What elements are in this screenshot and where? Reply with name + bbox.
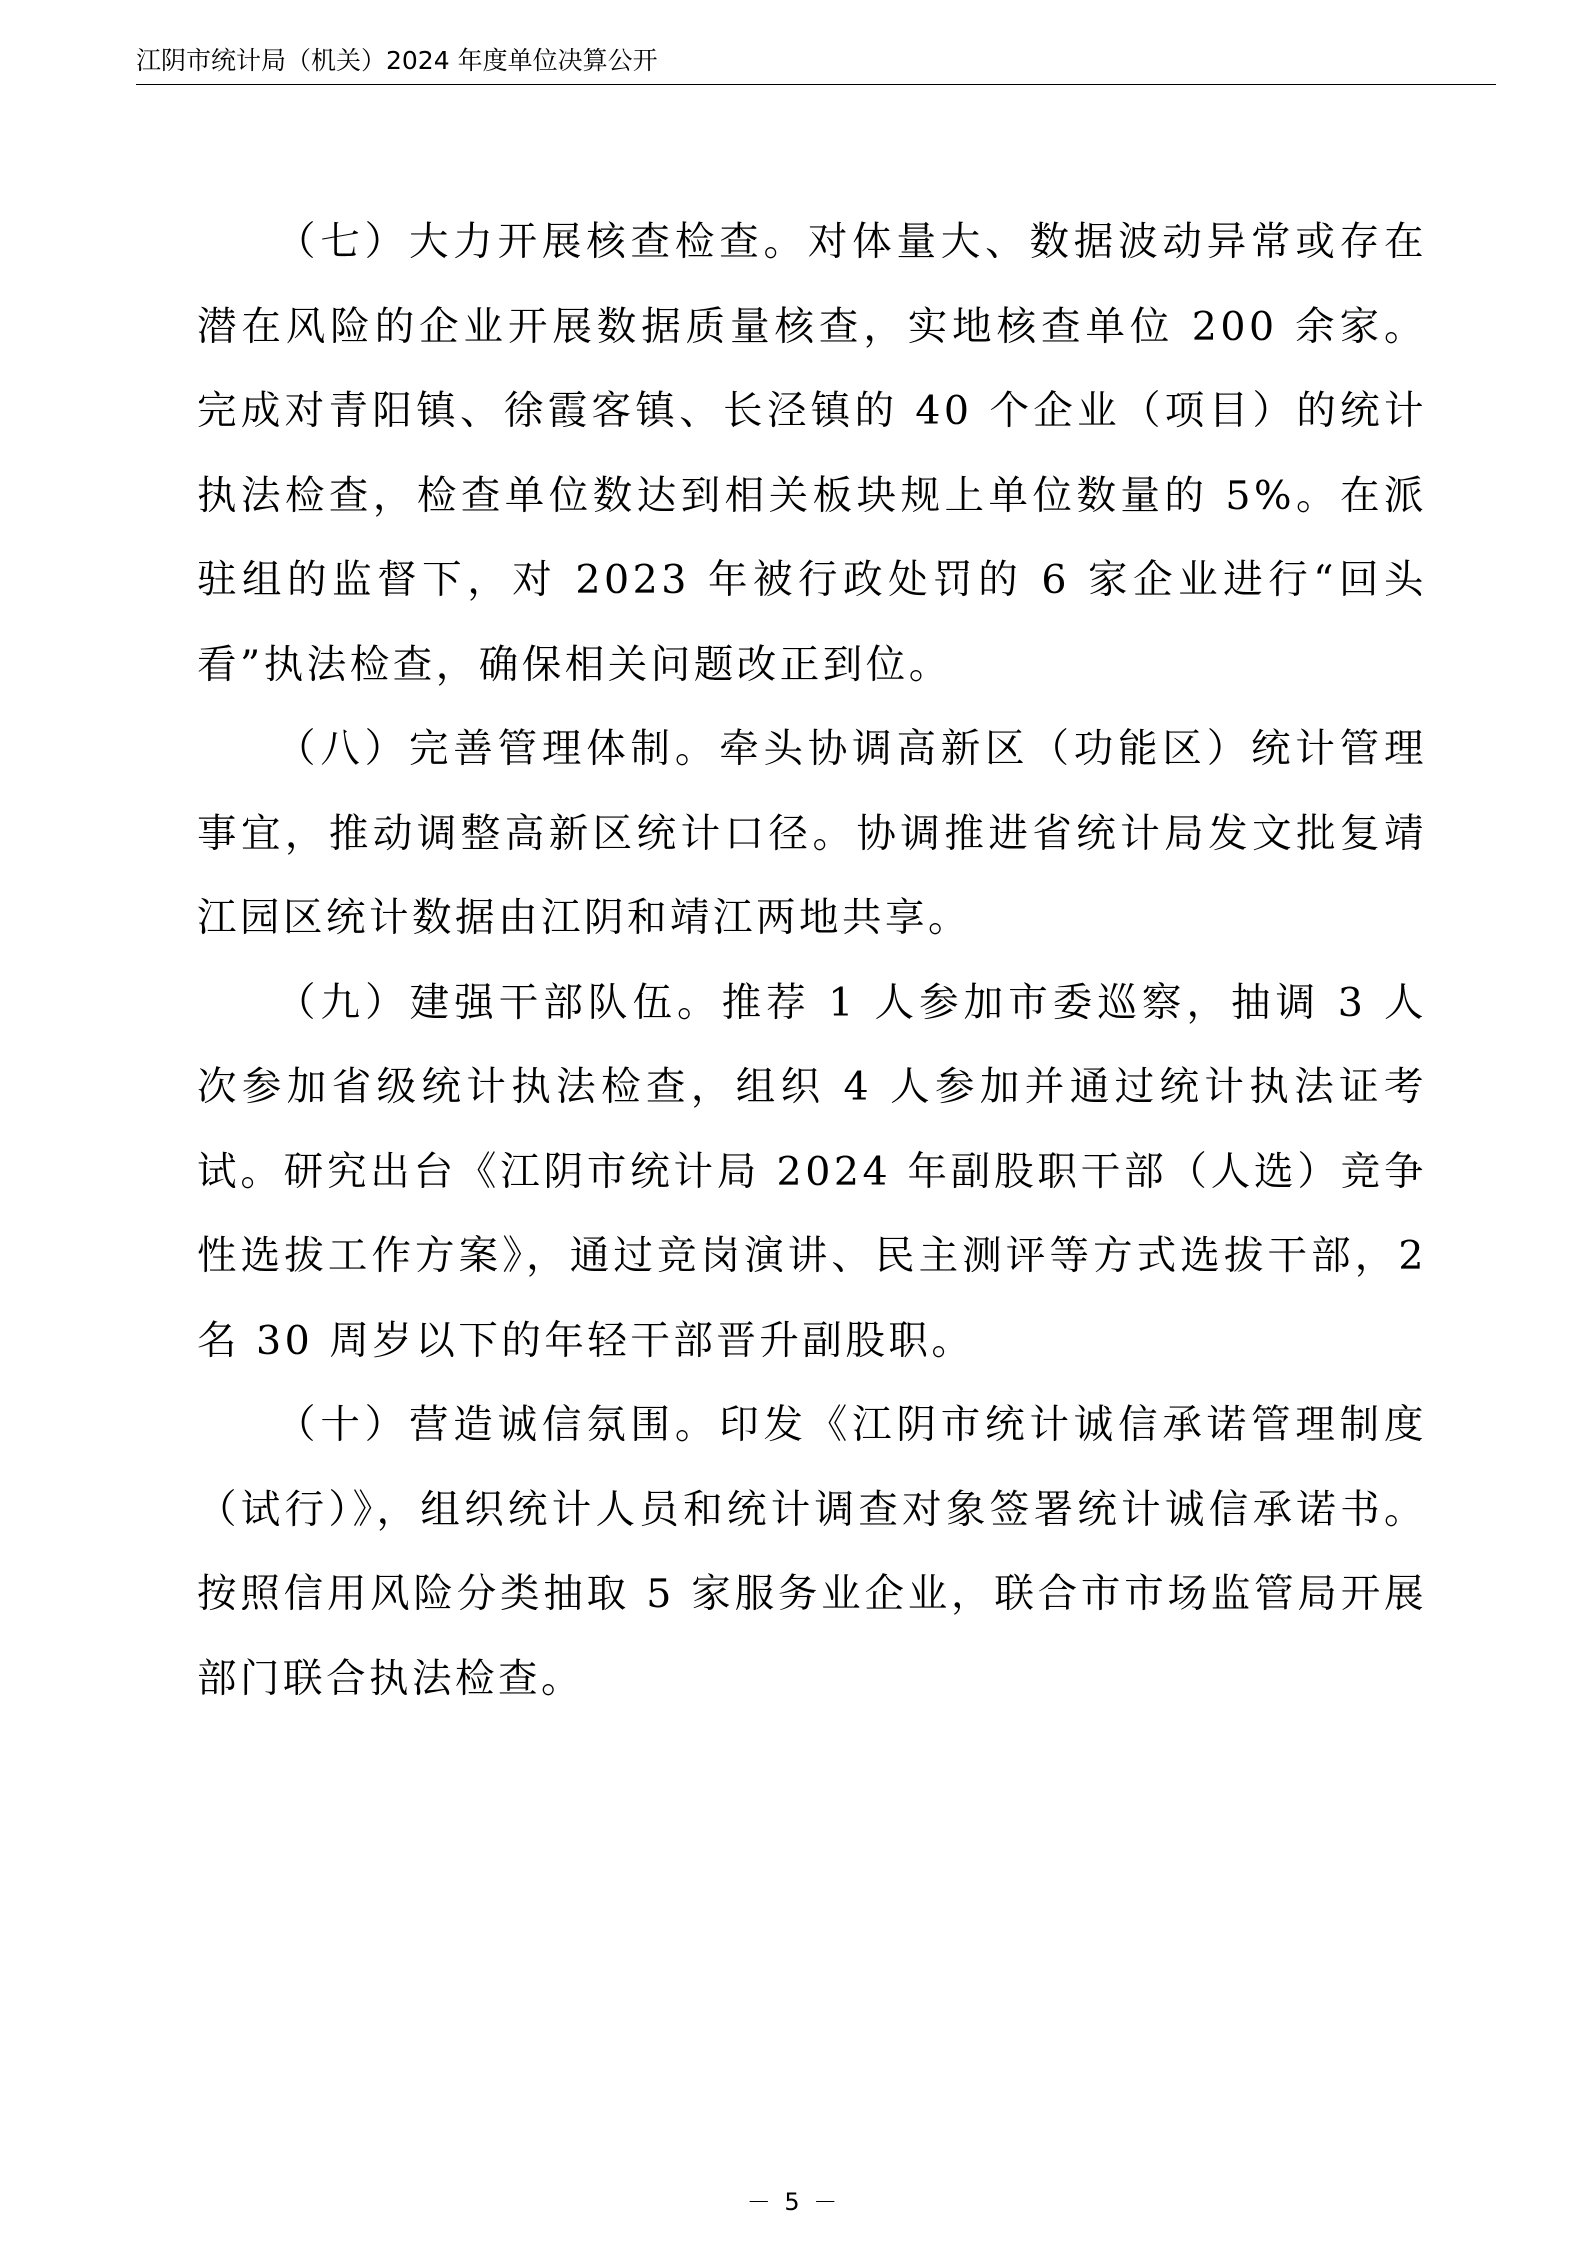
paragraph-cadre-team: （九）建强干部队伍。推荐 1 人参加市委巡察，抽调 3 人次参加省级统计执法检查，组织 4 人参加并通过统计执法证考试。研究出台《江阴市统计局 2024 年副股职干部（人选）竞争性选拔工作方案》，通过竞岗演讲、民主测评等方式选拔干部，2 名 30 周岁以下的年轻干部晋升副股职。 [197,979,1427,1364]
document-body [197,200,1427,1721]
header-title: 江阴市统计局（机关）2024 年度单位决算公开 [136,46,658,75]
paragraph-management-system: （八）完善管理体制。牵头协调高新区（功能区）统计管理事宜，推动调整高新区统计口径。协调推进省统计局发文批复靖江园区统计数据由江阴和靖江两地共享。 [197,726,1427,941]
paragraph-verification-inspection: （七）大力开展核查检查。对体量大、数据波动异常或存在潜在风险的企业开展数据质量核查，实地核查单位 200 余家。完成对青阳镇、徐霞客镇、长泾镇的 40 个企业（项目）的统计执法检查，检查单位数达到相关板块规上单位数量的 5%。在派驻组的监督下，对 2023 年被行政处罚的 6 家企业进行“回头看”执法检查，确保相关问题改正到位。 [197,219,1427,688]
page-number: － 5 － [746,2188,841,2216]
paragraph-integrity-atmosphere: （十）营造诚信氛围。印发《江阴市统计诚信承诺管理制度（试行）》，组织统计人员和统计调查对象签署统计诚信承诺书。按照信用风险分类抽取 5 家服务业企业，联合市市场监管局开展部门联合执法检查。 [197,1402,1427,1702]
page-header [136,44,1496,85]
